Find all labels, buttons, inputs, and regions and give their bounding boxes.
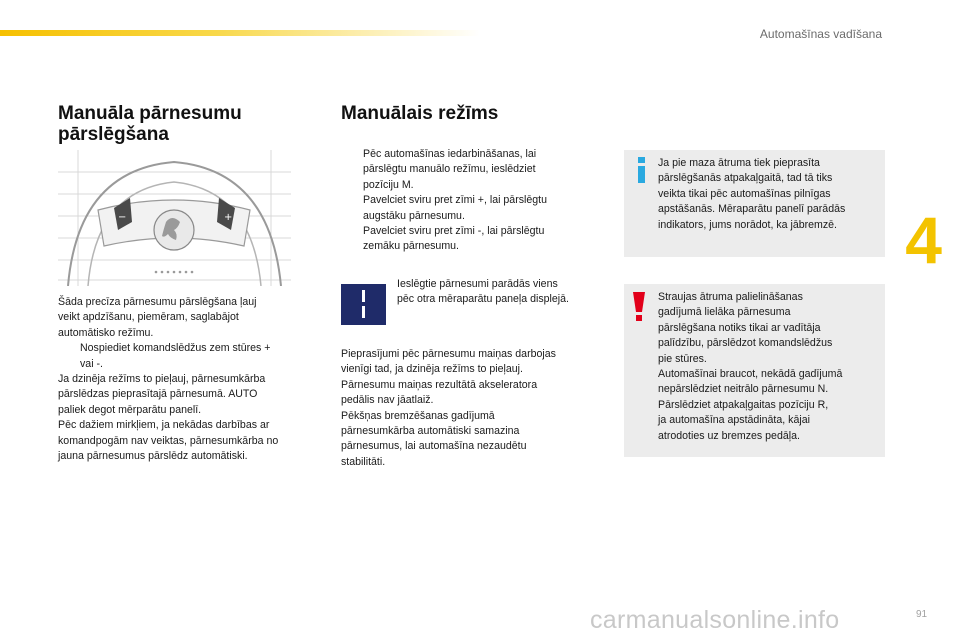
warning-line: palīdzību, pārslēdzot komandslēdžus bbox=[658, 337, 833, 350]
mid-line: pārnesumus, lai automašīna nezaudētu bbox=[341, 440, 527, 453]
mid-bullet-text: Pavelciet sviru pret zīmi -, lai pārslēgtu bbox=[363, 225, 545, 238]
left-line: Pēc dažiem mirkļiem, ja nekādas darbības ar bbox=[58, 419, 270, 432]
info-line: indikators, jums norādot, ka jābremzē. bbox=[658, 218, 837, 231]
mid-line: Pārnesumu maiņas rezultātā akseleratora bbox=[341, 378, 538, 391]
warning-line: ja automašīna apstādināta, kājai bbox=[658, 414, 810, 427]
mid-line: Pieprasījumi pēc pārnesumu maiņas darbojas bbox=[341, 348, 556, 360]
display-note-line: pēc otra mēraparātu paneļa displejā. bbox=[397, 293, 569, 306]
section-title: Automašīnas vadīšana bbox=[759, 27, 882, 41]
left-body bbox=[58, 295, 308, 464]
middle-bullets bbox=[341, 147, 601, 255]
left-bullet bbox=[58, 341, 308, 356]
info-line: Ja pie maza ātruma tiek pieprasīta bbox=[658, 157, 820, 169]
warning-line: pie stūres. bbox=[658, 352, 707, 365]
chapter-number: 4 bbox=[905, 203, 942, 277]
mid-line: pārnesumkārba automātiski samazina bbox=[341, 425, 520, 438]
info-text bbox=[658, 156, 880, 233]
left-line: Ja dzinēja režīms to pieļauj, pārnesumkārba bbox=[58, 373, 266, 386]
steering-wheel-illustration bbox=[58, 150, 291, 286]
left-line: komandpogām nav veiktas, pārnesumkārba no bbox=[58, 434, 279, 447]
info-line: veikta tikai pēc automašīnas pilnīgas bbox=[658, 187, 831, 200]
left-bullet-line1: Nospiediet komandslēdžus zem stūres + bbox=[80, 342, 271, 355]
warning-text bbox=[658, 290, 880, 444]
left-line: pārslēdzas pieprasītajā pārnesumā. AUTO bbox=[58, 388, 258, 401]
gear-display-icon bbox=[341, 284, 386, 325]
mid-line: vienīgi tad, ja dzinēja režīms to pieļauj. bbox=[341, 363, 523, 376]
mid-bullet-text: pārslēgtu manuālo režīmu, ieslēdziet bbox=[363, 163, 536, 176]
left-line: automātisko režīmu. bbox=[58, 326, 154, 339]
mid-bullet-text: Pēc automašīnas iedarbināšanas, lai bbox=[363, 148, 537, 160]
left-line: paliek degot mērparātu panelī. bbox=[58, 403, 202, 416]
mid-line: Pēkšņas bremzēšanas gadījumā bbox=[341, 409, 495, 422]
svg-text:−: − bbox=[118, 212, 127, 223]
info-icon bbox=[633, 157, 651, 183]
warning-line: Automašīnai braucot, nekādā gadījumā bbox=[658, 368, 843, 381]
left-line: veikt apdzīšanu, piemēram, saglabājot bbox=[58, 311, 239, 324]
left-heading-line1: Manuāla pārnesumu bbox=[58, 103, 242, 124]
mid-bullet bbox=[341, 147, 601, 162]
warning-line: pārslēgšana notiks tikai ar vadītāja bbox=[658, 321, 821, 334]
warning-box bbox=[624, 284, 885, 457]
mid-bullet-text: pozīciju M. bbox=[363, 178, 414, 191]
info-line: pārslēgšanās atpakaļgaitā, tad tā tiks bbox=[658, 172, 833, 185]
mid-bullet bbox=[341, 193, 601, 208]
mid-bullet-text: augstāku pārnesumu. bbox=[363, 209, 465, 222]
header-accent-bar bbox=[0, 30, 480, 36]
middle-heading: Manuālais režīms bbox=[341, 103, 499, 124]
display-note-line: Ieslēgtie pārnesumi parādās viens bbox=[397, 278, 558, 290]
mid-bullet-text: zemāku pārnesumu. bbox=[363, 240, 459, 253]
left-line: jauna pārnesumus pārslēdz automātiski. bbox=[58, 450, 248, 463]
left-line: Šāda precīza pārnesumu pārslēgšana ļauj bbox=[58, 296, 257, 308]
warning-line: nepārslēdziet neitrālo pārnesumu N. bbox=[658, 383, 829, 396]
page-number: 91 bbox=[916, 609, 928, 620]
info-line: apstāšanās. Mēraparātu panelī parādās bbox=[658, 203, 846, 216]
warning-line: Straujas ātruma palielināšanas bbox=[658, 291, 803, 303]
left-bullet-line2: vai -. bbox=[80, 357, 103, 370]
left-heading-line2: pārslēgšana bbox=[58, 124, 169, 145]
mid-line: pedālis nav jāatlaiž. bbox=[341, 394, 434, 407]
warning-icon bbox=[629, 292, 649, 322]
mid-bullet bbox=[341, 224, 601, 239]
middle-body bbox=[341, 347, 606, 470]
warning-line: atrodoties uz bremzes pedāļa. bbox=[658, 429, 800, 442]
warning-line: Pārslēdziet atpakaļgaitas pozīciju R, bbox=[658, 398, 829, 411]
mid-line: stabilitāti. bbox=[341, 455, 386, 468]
mid-bullet-text: Pavelciet sviru pret zīmi +, lai pārslēgtu bbox=[363, 194, 547, 207]
watermark: carmanualsonline.info bbox=[590, 606, 840, 634]
display-note bbox=[397, 277, 607, 308]
svg-text:+: + bbox=[224, 212, 233, 223]
warning-line: gadījumā lielāka pārnesuma bbox=[658, 306, 791, 319]
left-heading bbox=[58, 103, 242, 145]
info-box bbox=[624, 150, 885, 257]
